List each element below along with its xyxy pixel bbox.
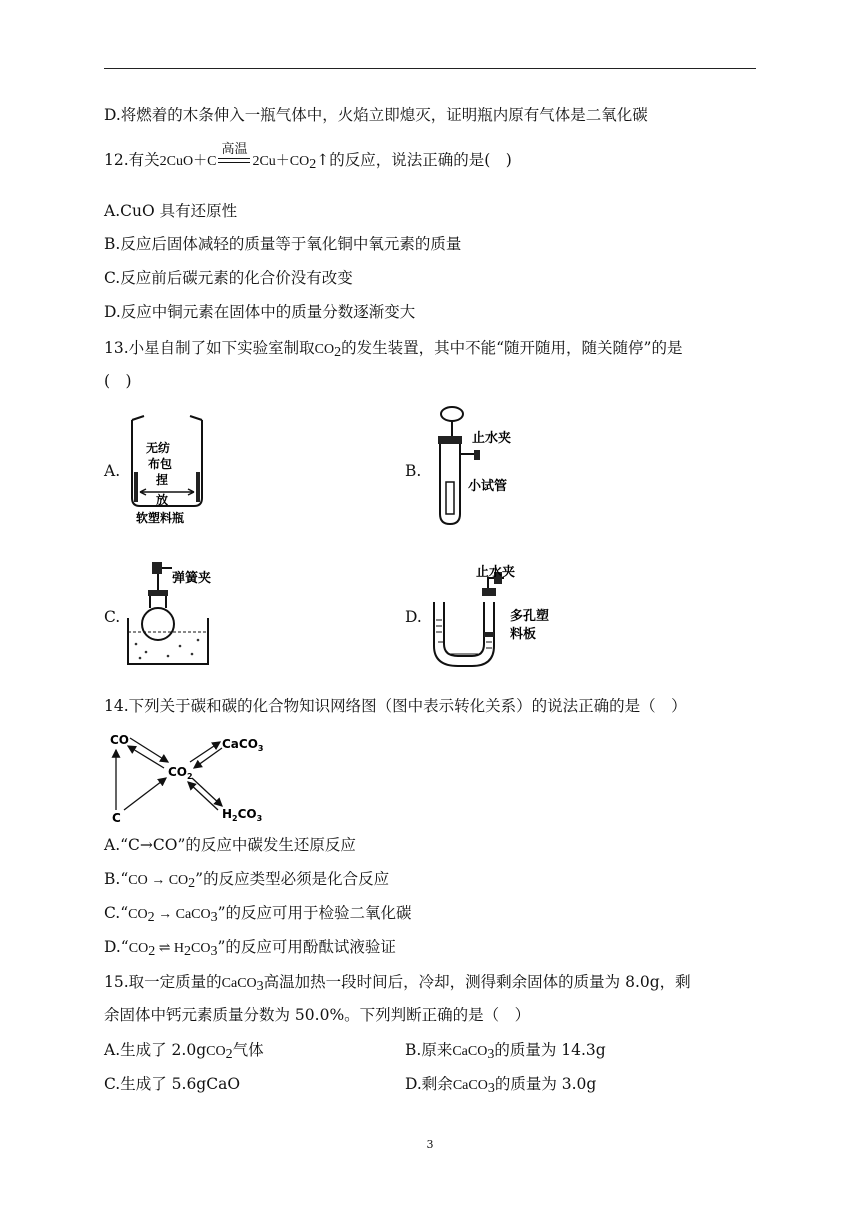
q14-stem: 14.下列关于碳和碳的化合物知识网络图（图中表示转化关系）的说法正确的是（ ）: [104, 697, 687, 715]
q15-option-c: C.生成了 5.6gCaO: [104, 1075, 241, 1093]
fig-a-label-3: 捏: [156, 473, 169, 487]
q14-option-b: B.“CO → $CO_2$”的反应类型必须是化合反应: [104, 870, 390, 891]
node-caco3: CaCO$_3$: [222, 737, 264, 753]
fig-b-tube-label: 小试管: [468, 479, 508, 494]
arrow-co2-to-co: [128, 746, 164, 768]
node-h2co3: $H_2CO_3$: [222, 807, 263, 823]
header-rule: [104, 68, 756, 69]
q15-stem-line1: 15.取一定质量的CaCO$_3$高温加热一段时间后，冷却，测得剩余固体的质量为 8.0g，剩: [104, 973, 691, 994]
clamp-shape: [474, 450, 480, 460]
q12-option-b: B.反应后固体减轻的质量等于氧化铜中氧元素的质量: [104, 235, 462, 253]
q12-lhs: 2CuO＋C: [159, 154, 217, 169]
q12-option-c: C.反应前后碳元素的化合价没有改变: [104, 269, 353, 287]
arrow-c-to-co2: [124, 778, 166, 810]
q12-option-a: A.CuO 具有还原性: [104, 202, 238, 220]
equals-sign: [218, 158, 250, 163]
arrow-h2co3-to-co2: [188, 782, 218, 810]
page-number: 3: [426, 1138, 434, 1151]
q12-prefix: 12.有关: [104, 151, 160, 169]
q13-label-a: A.: [104, 462, 121, 480]
q13-label-b: B.: [405, 462, 422, 480]
q12-condition-arrow: [216, 142, 252, 169]
q15-option-b: B.原来CaCO$_3$的质量为 14.3g: [405, 1041, 606, 1062]
test-tube: [440, 438, 460, 524]
q12-rhs: 2Cu＋CO: [252, 154, 310, 169]
porous-plate: [484, 632, 494, 637]
q15-option-d: D.剩余CaCO$_3$的质量为 3.0g: [405, 1075, 597, 1096]
funnel: [441, 407, 463, 421]
fig-a-caption: 软塑料瓶: [136, 511, 185, 525]
fig-b-clamp-label: 止水夹: [472, 431, 512, 446]
q14-option-d: $D.“CO_2$ ⇌ $H_2CO_3$”的反应可用酚酞试液验证: [104, 938, 396, 959]
q13-paren: ( ): [104, 372, 132, 390]
fig-d-clamp-label: 止水夹: [476, 565, 516, 580]
arrow-co2-to-h2co3: [192, 778, 222, 806]
q12-option-d: D.反应中铜元素在固体中的质量分数逐渐变大: [104, 303, 416, 321]
small-tube: [446, 482, 454, 514]
q13-stem-pre: 13.小星自制了如下实验室制取: [104, 339, 315, 357]
q12-suffix: 的反应，说法正确的是( ): [329, 151, 512, 169]
q13-stem-post: 的发生装置，其中不能“随开随用，随关随停”的是: [341, 339, 683, 357]
q13-co2: CO: [314, 342, 335, 357]
q11-option-d: D.将燃着的木条伸入一瓶气体中，火焰立即熄灭，证明瓶内原有气体是二氧化碳: [104, 106, 648, 124]
q15-stem-line2: 余固体中钙元素质量分数为 50.0%。下列判断正确的是（ ）: [104, 1006, 531, 1024]
arrow-caco3-to-co2: [194, 748, 222, 768]
node-co2: $CO_2$: [168, 765, 193, 781]
q14-network-diagram: [104, 726, 274, 826]
q14-option-a: A.“C→CO”的反应中碳发生还原反应: [104, 836, 356, 854]
q13-figure-c: [122, 560, 222, 670]
q13-label-d: D.: [405, 608, 422, 626]
node-c: C: [112, 811, 121, 825]
fig-a-label-1: 无纺: [146, 441, 171, 455]
q13-co2-sub: 2: [334, 345, 342, 360]
q12-stem: [104, 142, 512, 173]
fig-d-plate-label-1: 多孔塑: [510, 609, 550, 624]
q12-rhs-sub: 2: [309, 157, 317, 172]
q12-condition: 高温: [221, 142, 248, 157]
q13-stem: [104, 337, 682, 361]
fig-d-plate-label-2: 料板: [510, 627, 537, 642]
q13-figure-d: [428, 562, 568, 670]
gas-up-arrow: ↑: [316, 151, 330, 169]
q15-option-a: A.生成了 2.0gCO$_2$气体: [104, 1041, 264, 1062]
node-co: CO: [110, 733, 130, 747]
fig-a-label-4: 放: [156, 493, 169, 507]
fig-c-clamp-label: 弹簧夹: [172, 571, 212, 586]
q13-figure-a: [124, 412, 216, 526]
spring-clamp: [152, 562, 162, 574]
flask: [142, 608, 174, 640]
q13-figure-b: [430, 404, 530, 528]
q14-option-c: $C.“CO_2$ → CaCO$_3$”的反应可用于检验二氧化碳: [104, 904, 412, 925]
q13-label-c: C.: [104, 608, 121, 626]
fig-a-label-2: 布包: [148, 457, 173, 471]
